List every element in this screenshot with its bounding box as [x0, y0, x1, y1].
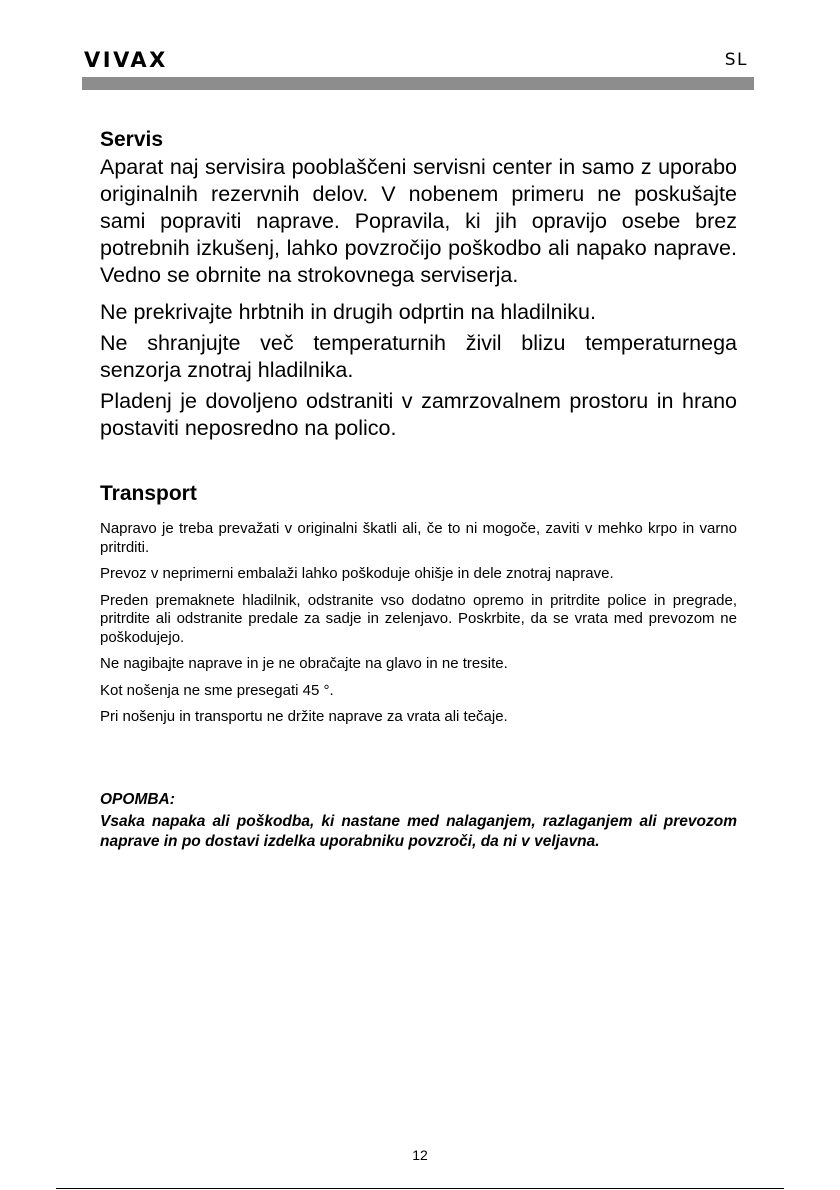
servis-heading: Servis — [100, 128, 164, 151]
servis-paragraph: Ne prekrivajte hrbtnih in drugih odprtin na hladilniku. — [100, 300, 596, 324]
transport-paragraph: Pri nošenju in transportu ne držite naprave za vrata ali tečaje. — [100, 708, 508, 725]
language-code: SL — [724, 50, 748, 70]
header-bar — [82, 77, 754, 90]
note-title: OPOMBA: — [100, 790, 175, 808]
note-text: Vsaka napaka ali poškodba, ki nastane med nalaganjem, razlaganjem ali prevozom naprave in po dostavi izdelka uporabniku povzroči, da ni v veljavna. — [100, 812, 737, 850]
brand-logo: VIVAX — [84, 48, 168, 72]
servis-paragraph: Pladenj je dovoljeno odstraniti v zamrzovalnem prostoru in hrano postaviti neposredno na polico. — [100, 389, 737, 440]
transport-heading: Transport — [100, 482, 197, 505]
footer-rule — [56, 1188, 784, 1189]
transport-paragraph: Preden premaknete hladilnik, odstranite vso dodatno opremo in pritrdite police in pregrade, pritrdite ali odstranite predale za sadje in zelenjavo. Poskrbite, da se vrata med prevozom ne poškodujejo. — [100, 591, 737, 646]
transport-paragraph: Napravo je treba prevažati v originalni škatli ali, če to ni mogoče, zaviti v mehko krpo in varno pritrditi. — [100, 520, 737, 556]
transport-paragraph: Ne nagibajte naprave in je ne obračajte na glavo in ne tresite. — [100, 655, 508, 672]
page-number: 12 — [412, 1147, 428, 1163]
servis-paragraph: Aparat naj servisira pooblaščeni servisni center in samo z uporabo originalnih rezervnih delov. V nobenem primeru ne poskušajte sami popraviti naprave. Popravila, ki jih opravijo osebe brez potrebnih izkušenj, lahko povzročijo poškodbo ali napako naprave. Vedno se obrnite na strokovnega serviserja. — [100, 155, 737, 287]
page-content — [100, 126, 737, 853]
transport-paragraph: Prevoz v neprimerni embalaži lahko poškoduje ohišje in dele znotraj naprave. — [100, 565, 614, 582]
transport-paragraph: Kot nošenja ne sme presegati 45 °. — [100, 681, 334, 699]
servis-paragraph: Ne shranjujte več temperaturnih živil blizu temperaturnega senzorja znotraj hladilnika. — [100, 331, 737, 382]
